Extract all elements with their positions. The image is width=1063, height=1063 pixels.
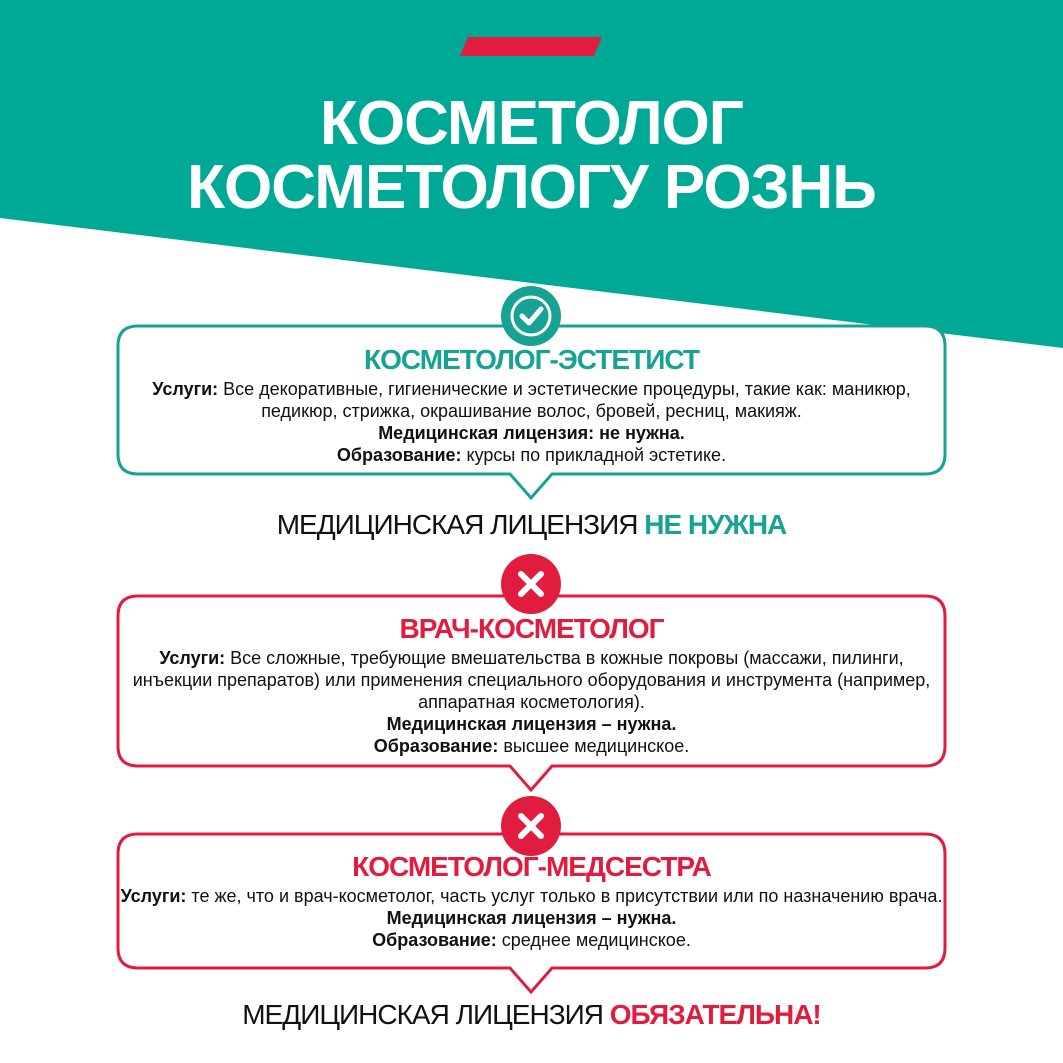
card-nurse-body [120, 885, 943, 951]
services-label: Услуги: [159, 648, 226, 668]
license-label: Медицинская лицензия: не нужна. [378, 423, 685, 443]
license-label: Медицинская лицензия – нужна. [386, 714, 677, 734]
license-line [120, 422, 943, 444]
services-line [120, 885, 943, 929]
services-text: Все сложные, требующие вмешательства в кожные покровы (массажи, пилинги, инъекции препаратов) или применения специального оборудования и инструмента (например, аппаратная косметология). [132, 648, 931, 712]
services-line [120, 378, 943, 422]
check-icon [501, 286, 561, 346]
services-label: Услуги: [120, 886, 187, 906]
card-nurse-title: КОСМЕТОЛОГ-МЕДСЕСТРА [352, 851, 711, 882]
education-text: курсы по прикладной эстетике. [461, 445, 727, 465]
verdict-value: ОБЯЗАТЕЛЬНА! [609, 999, 821, 1030]
card-doctor-title: ВРАЧ-КОСМЕТОЛОГ [399, 613, 664, 644]
services-text: Все декоративные, гигиенические и эстетические процедуры, такие как: маникюр, педикюр, стрижка, окрашивание волос, бровей, ресниц, макияж. [218, 379, 911, 421]
card-doctor-body [120, 647, 943, 757]
cross-icon [501, 796, 561, 856]
education-text: среднее медицинское. [496, 930, 691, 950]
services-line [120, 647, 943, 713]
education-label: Образование: [336, 445, 462, 465]
red-accent-bar [460, 37, 602, 56]
verdict-mandatory [0, 999, 1063, 1031]
cross-icon [501, 554, 561, 614]
education-text: высшее медицинское. [498, 736, 690, 756]
card-esthetician-body [120, 378, 943, 466]
verdict-value: НЕ НУЖНА [644, 509, 787, 540]
education-line [120, 444, 943, 466]
services-text: те же, что и врач-косметолог, часть услуг только в присутствии или по назначению врача. [186, 886, 943, 906]
verdict-not-needed [0, 509, 1063, 541]
education-label: Образование: [372, 930, 497, 950]
education-line [120, 929, 943, 951]
verdict-prefix: МЕДИЦИНСКАЯ ЛИЦЕНЗИЯ [276, 509, 645, 540]
education-label: Образование: [373, 736, 499, 756]
page-title-line1: КОСМЕТОЛОГ [320, 89, 743, 158]
license-label: Медицинская лицензия – нужна. [386, 908, 677, 928]
page-title-line2: КОСМЕТОЛОГУ РОЗНЬ [187, 153, 876, 222]
education-line [120, 735, 943, 757]
card-esthetician-title: КОСМЕТОЛОГ-ЭСТЕТИСТ [364, 344, 699, 375]
services-label: Услуги: [152, 379, 219, 399]
license-line [120, 713, 943, 735]
verdict-prefix: МЕДИЦИНСКАЯ ЛИЦЕНЗИЯ [242, 999, 610, 1030]
